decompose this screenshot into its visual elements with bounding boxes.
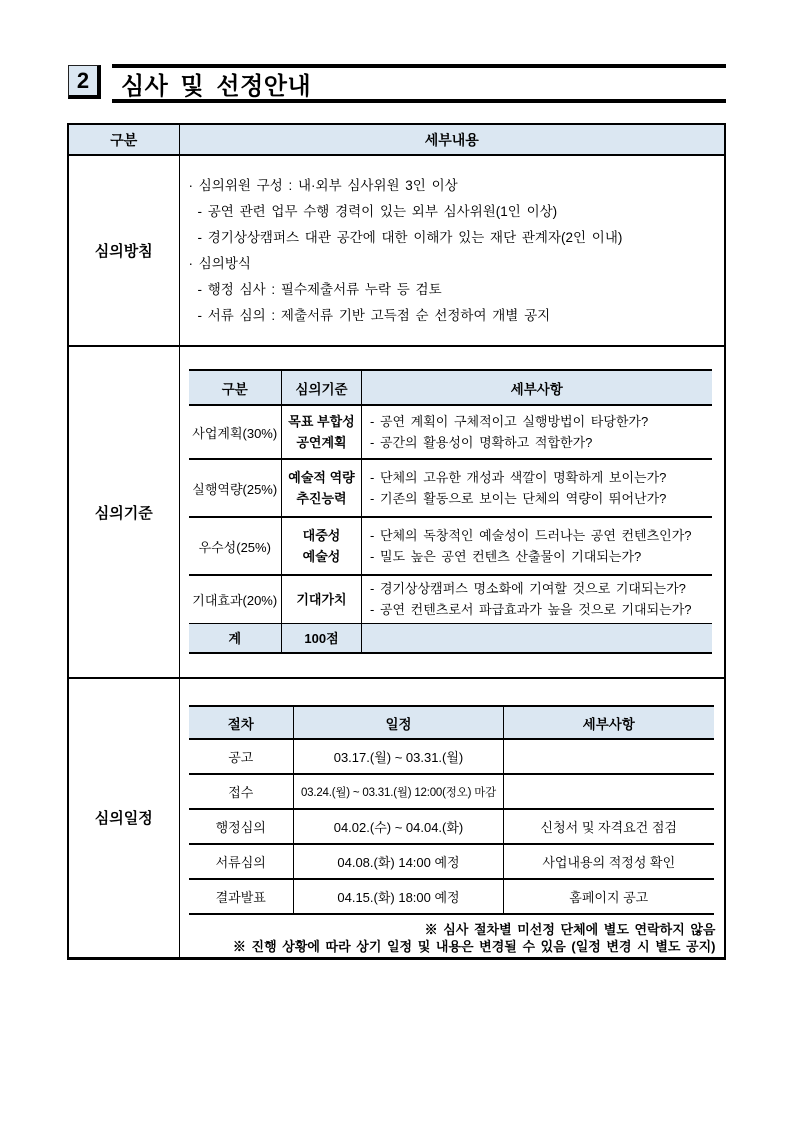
schedule-note: ※ 진행 상황에 따라 상기 일정 및 내용은 변경될 수 있음 (일정 변경 시 별도 공지) xyxy=(232,939,716,954)
schedule-row-label: 심의일정 xyxy=(68,678,179,958)
criteria-details: - 경기상상캠퍼스 명소화에 기여할 것으로 기대되는가? - 공연 컨텐츠로서 파급효과가 높을 것으로 기대되는가? xyxy=(362,575,712,623)
policy-row xyxy=(68,155,725,346)
policy-line: - 서류 심의 : 제출서류 기반 고득점 순 선정하여 개별 공지 xyxy=(197,307,551,323)
policy-row-label: 심의방침 xyxy=(68,155,179,346)
policy-content-cell xyxy=(179,155,725,346)
criteria-total-label: 계 xyxy=(189,623,282,653)
schedule-table-row xyxy=(189,809,714,844)
main-header-gubun: 구분 xyxy=(68,124,179,155)
schedule-table-row xyxy=(189,879,714,914)
schedule-step: 공고 xyxy=(189,739,294,774)
policy-line: · 심의위원 구성 : 내·외부 심사위원 3인 이상 xyxy=(188,177,458,193)
criteria-header-standard: 심의기준 xyxy=(282,370,362,405)
schedule-table-row xyxy=(189,739,714,774)
schedule-step: 결과발표 xyxy=(189,879,294,914)
schedule-notes xyxy=(180,921,716,955)
schedule-note: ※ 심사 절차별 미선정 단체에 별도 연락하지 않음 xyxy=(424,922,716,937)
policy-line: · 심의방식 xyxy=(188,255,251,271)
schedule-date: 04.08.(화) 14:00 예정 xyxy=(294,844,504,879)
criteria-row xyxy=(68,346,725,678)
schedule-header-date: 일정 xyxy=(294,706,504,739)
main-header-detail: 세부내용 xyxy=(179,124,725,155)
schedule-date: 03.24.(월) ~ 03.31.(월) 12:00(정오) 마감 xyxy=(294,774,504,809)
schedule-step: 행정심의 xyxy=(189,809,294,844)
criteria-header-detail: 세부사항 xyxy=(362,370,712,405)
policy-line: - 행정 심사 : 필수제출서류 누락 등 검토 xyxy=(197,281,442,297)
schedule-step: 서류심의 xyxy=(189,844,294,879)
schedule-table-row xyxy=(189,844,714,879)
main-table-header-row xyxy=(68,124,725,155)
page-title: 심사 및 선정안내 xyxy=(121,73,312,100)
section-number: 2 xyxy=(76,67,90,93)
criteria-row-label: 심의기준 xyxy=(68,346,179,678)
schedule-date: 04.15.(화) 18:00 예정 xyxy=(294,879,504,914)
criteria-category: 기대효과(20%) xyxy=(189,575,282,623)
criteria-details: - 단체의 독창적인 예술성이 드러나는 공연 컨텐츠인가? - 밀도 높은 공연 컨텐츠 산출물이 기대되는가? xyxy=(362,517,712,575)
policy-line: - 공연 관련 업무 수행 경력이 있는 외부 심사위원(1인 이상) xyxy=(197,203,558,219)
criteria-category: 우수성(25%) xyxy=(189,517,282,575)
criteria-details: - 공연 계획이 구체적이고 실행방법이 타당한가? - 공간의 활용성이 명확하고 적합한가? xyxy=(362,405,712,459)
criteria-table-row xyxy=(189,575,712,623)
criteria-table-row xyxy=(189,517,712,575)
main-table xyxy=(67,123,726,960)
criteria-header-row xyxy=(189,370,712,405)
criteria-category: 사업계획(30%) xyxy=(189,405,282,459)
criteria-table-row xyxy=(189,405,712,459)
criteria-header-gubun: 구분 xyxy=(189,370,282,405)
criteria-total-row xyxy=(189,623,712,653)
criteria-standard: 예술적 역량 추진능력 xyxy=(282,459,362,517)
criteria-details: - 단체의 고유한 개성과 색깔이 명확하게 보이는가? - 기존의 활동으로 보이는 단체의 역량이 뛰어난가? xyxy=(362,459,712,517)
section-number-box xyxy=(68,65,101,99)
schedule-table-row xyxy=(189,774,714,809)
criteria-standard: 기대가치 xyxy=(282,575,362,623)
criteria-table xyxy=(189,369,712,654)
policy-line: - 경기상상캠퍼스 대관 공간에 대한 이해가 있는 재단 관계자(2인 이내) xyxy=(197,229,623,245)
section-title-block xyxy=(112,64,726,103)
schedule-header-row xyxy=(189,706,714,739)
schedule-header-step: 절차 xyxy=(189,706,294,739)
criteria-category: 실행역량(25%) xyxy=(189,459,282,517)
schedule-detail: 사업내용의 적정성 확인 xyxy=(504,844,714,879)
schedule-date: 04.02.(수) ~ 04.04.(화) xyxy=(294,809,504,844)
criteria-table-row xyxy=(189,459,712,517)
criteria-total-empty xyxy=(362,623,712,653)
criteria-standard: 대중성 예술성 xyxy=(282,517,362,575)
criteria-standard: 목표 부합성 공연계획 xyxy=(282,405,362,459)
schedule-detail: 홈페이지 공고 xyxy=(504,879,714,914)
schedule-detail xyxy=(504,739,714,774)
schedule-date: 03.17.(월) ~ 03.31.(월) xyxy=(294,739,504,774)
criteria-total-value: 100점 xyxy=(282,623,362,653)
schedule-detail: 신청서 및 자격요건 점검 xyxy=(504,809,714,844)
schedule-detail xyxy=(504,774,714,809)
schedule-content-cell xyxy=(179,678,725,958)
schedule-header-detail: 세부사항 xyxy=(504,706,714,739)
schedule-step: 접수 xyxy=(189,774,294,809)
criteria-content-cell xyxy=(179,346,725,678)
schedule-row xyxy=(68,678,725,958)
schedule-table xyxy=(189,705,714,915)
